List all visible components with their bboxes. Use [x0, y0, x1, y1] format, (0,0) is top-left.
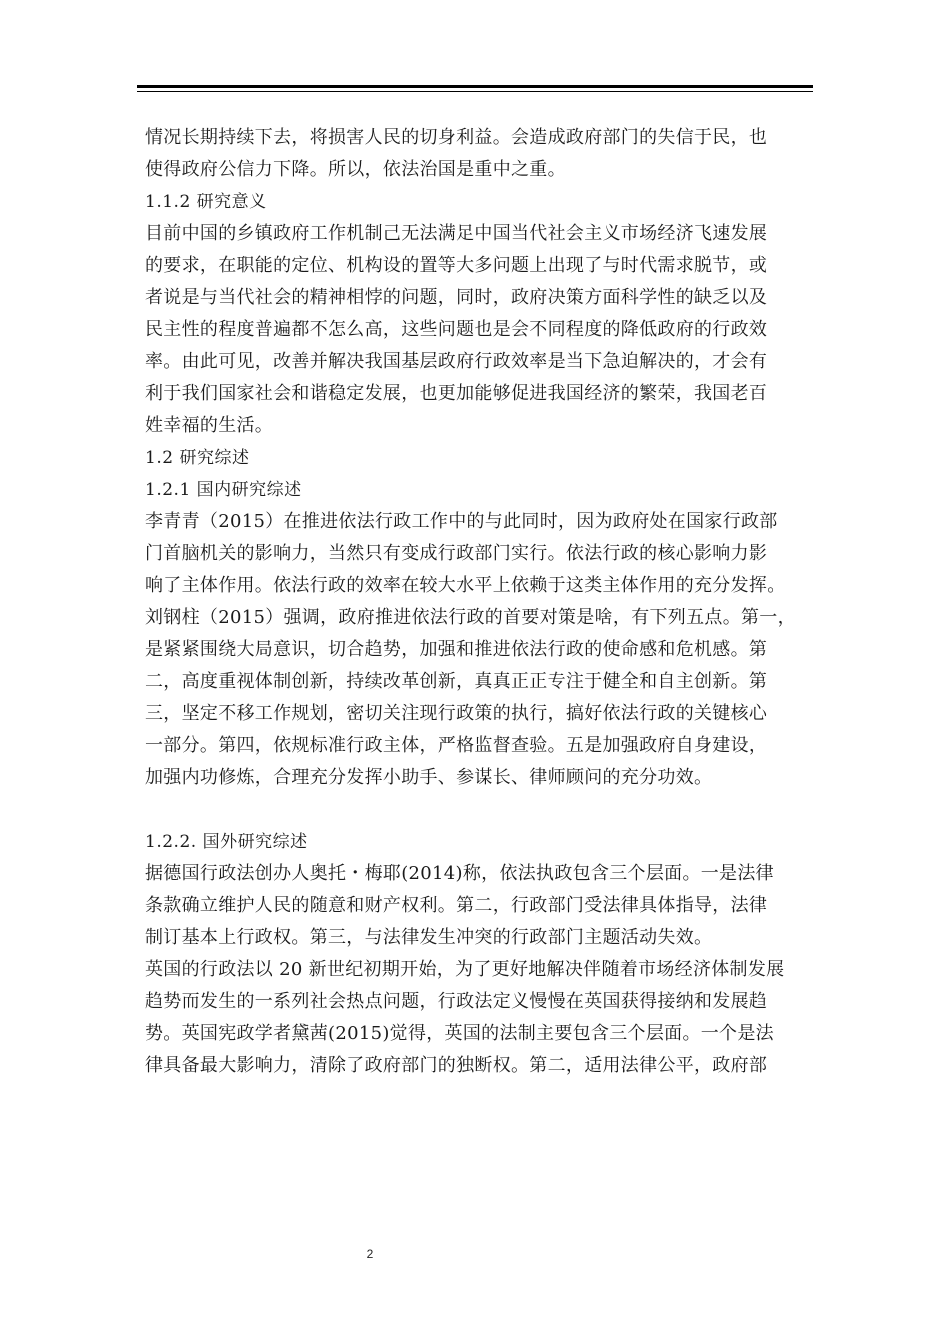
text-line: 律具备最大影响力，清除了政府部门的独断权。第二，适用法律公平，政府部: [145, 1055, 768, 1076]
text-line: 趋势而发生的一系列社会热点问题，行政法定义慢慢在英国获得接纳和发展趋: [145, 991, 768, 1012]
text-line: 制订基本上行政权。第三，与法律发生冲突的行政部门主题活动失效。: [145, 927, 713, 948]
text-line: 条款确立维护人民的随意和财产权利。第二，行政部门受法律具体指导，法律: [145, 895, 768, 916]
text-line: 使得政府公信力下降。所以，依法治国是重中之重。: [145, 159, 566, 180]
paragraph-spacer: [145, 794, 815, 826]
text-line: 三，坚定不移工作规划，密切关注现行政策的执行，搞好依法行政的关键核心: [145, 703, 768, 724]
section-heading: 1.2 研究综述: [145, 448, 250, 468]
text-line: 据德国行政法创办人奥托・梅耶(2014)称，依法执政包含三个层面。一是法律: [145, 863, 774, 884]
text-line: 者说是与当代社会的精神相悖的问题，同时，政府决策方面科学性的缺乏以及: [145, 287, 768, 308]
section-heading: 1.2.1 国内研究综述: [145, 480, 302, 500]
text-line: 响了主体作用。依法行政的效率在较大水平上依赖于这类主体作用的充分发挥。: [145, 575, 786, 596]
text-line: 门首脑机关的影响力，当然只有变成行政部门实行。依法行政的核心影响力影: [145, 543, 768, 564]
text-line: 姓幸福的生活。: [145, 415, 274, 436]
section-heading: 1.1.2 研究意义: [145, 192, 267, 212]
text-line: 是紧紧围绕大局意识，切合趋势，加强和推进依法行政的使命感和危机感。第: [145, 639, 768, 660]
text-line: 民主性的程度普遍都不怎么高，这些问题也是会不同程度的降低政府的行政效: [145, 319, 768, 340]
section-heading: 1.2.2. 国外研究综述: [145, 832, 308, 852]
text-line: 情况长期持续下去，将损害人民的切身利益。会造成政府部门的失信于民，也: [145, 127, 768, 148]
text-line: 目前中国的乡镇政府工作机制己无法满足中国当代社会主义市场经济飞速发展: [145, 223, 768, 244]
text-line: 的要求，在职能的定位、机构设的置等大多问题上出现了与时代需求脱节，或: [145, 255, 768, 276]
text-line: 二，高度重视体制创新，持续改革创新，真真正正专注于健全和自主创新。第: [145, 671, 768, 692]
document-body: [145, 122, 815, 1082]
page-number: 2: [366, 1247, 374, 1261]
text-line: 刘钢柱（2015）强调，政府推进依法行政的首要对策是啥，有下列五点。第一，: [145, 607, 796, 628]
header-rule: [137, 85, 813, 88]
text-line: 率。由此可见，改善并解决我国基层政府行政效率是当下急迫解决的，才会有: [145, 351, 768, 372]
header-rule-thin: [137, 91, 813, 92]
text-line: 英国的行政法以 20 新世纪初期开始，为了更好地解决伴随着市场经济体制发展: [145, 959, 785, 980]
text-line: 利于我们国家社会和谐稳定发展，也更加能够促进我国经济的繁荣，我国老百: [145, 383, 768, 404]
text-line: 势。英国宪政学者黛茜(2015)觉得，英国的法制主要包含三个层面。一个是法: [145, 1023, 774, 1044]
text-line: 一部分。第四，依规标准行政主体，严格监督查验。五是加强政府自身建设，: [145, 735, 768, 756]
text-line: 李青青（2015）在推进依法行政工作中的与此同时，因为政府处在国家行政部: [145, 511, 778, 532]
text-line: 加强内功修炼，合理充分发挥小助手、参谋长、律师顾问的充分功效。: [145, 767, 713, 788]
